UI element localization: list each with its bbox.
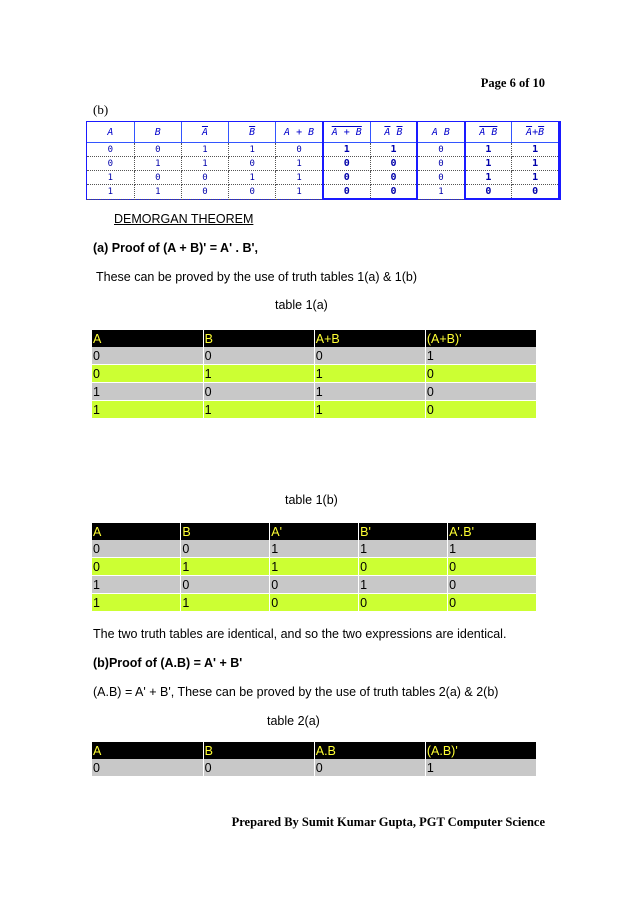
table-cell: 0 (417, 143, 464, 157)
table-cell: 1 (276, 171, 323, 185)
page-number: Page 6 of 10 (480, 76, 545, 90)
caption-table-2a: table 2(a) (267, 714, 320, 728)
table-cell: 1 (512, 143, 559, 157)
column-header: A + B (323, 122, 370, 143)
table-cell: 0 (181, 576, 270, 594)
table-row (87, 185, 559, 200)
column-header: A B (465, 122, 512, 143)
table-cell: 0 (417, 171, 464, 185)
table-cell: 1 (87, 185, 134, 200)
table-cell: 0 (134, 171, 181, 185)
proof-b-heading: (b)Proof of (A.B) = A' + B' (93, 656, 243, 670)
column-header: $\overline{A}+\overline{B}$ (512, 122, 559, 143)
table-cell: 1 (181, 558, 270, 576)
column-header: (A.B)' (425, 742, 536, 759)
table-cell: 0 (314, 347, 425, 365)
section-title: DEMORGAN THEOREM (114, 212, 254, 226)
table-cell: 0 (87, 157, 134, 171)
table-cell: 1 (465, 143, 512, 157)
table-cell: 0 (181, 171, 228, 185)
table-cell: 0 (314, 759, 425, 777)
table-cell: 1 (229, 143, 276, 157)
column-header: A (92, 523, 181, 540)
table-row (92, 401, 537, 419)
table-row (87, 157, 559, 171)
table-cell: 0 (229, 185, 276, 200)
column-header: A' (270, 523, 359, 540)
table-row (92, 347, 537, 365)
table-cell: 1 (134, 157, 181, 171)
column-header: B' (359, 523, 448, 540)
table-cell: 0 (203, 383, 314, 401)
proof-b-text: (A.B) = A' + B', These can be proved by the use of truth tables 2(a) & 2(b) (93, 685, 499, 699)
table-cell: 0 (92, 540, 181, 558)
caption-table-1b: table 1(b) (285, 493, 338, 507)
table-cell: 0 (465, 185, 512, 200)
truth-table-1a (92, 330, 537, 419)
table-row (92, 576, 537, 594)
table-cell: 0 (448, 594, 537, 612)
section-label: (b) (93, 102, 109, 117)
column-header: $\overline{A}$ $\overline{B}$ (370, 122, 417, 143)
table-cell: 0 (203, 347, 314, 365)
table-row (87, 171, 559, 185)
table-cell: 1 (359, 540, 448, 558)
caption-table-1a: table 1(a) (275, 298, 328, 312)
table-row (92, 594, 537, 612)
conclusion-text: The two truth tables are identical, and so the two expressions are identical. (93, 627, 507, 641)
table-cell: 1 (203, 365, 314, 383)
table-cell: 1 (92, 401, 203, 419)
truth-table-2a (92, 742, 537, 777)
table-cell: 1 (448, 540, 537, 558)
table-cell: 1 (92, 383, 203, 401)
table-cell: 1 (314, 365, 425, 383)
table-cell: 1 (512, 157, 559, 171)
table-cell: 0 (512, 185, 559, 200)
table-cell: 0 (370, 171, 417, 185)
table-cell: 0 (359, 558, 448, 576)
table-cell: 0 (448, 558, 537, 576)
table-cell: 1 (512, 171, 559, 185)
table-cell: 1 (359, 576, 448, 594)
column-header: A + B (276, 122, 323, 143)
table-cell: 1 (181, 157, 228, 171)
table-cell: 0 (92, 759, 203, 777)
table-cell: 1 (276, 157, 323, 171)
table-cell: 0 (417, 157, 464, 171)
column-header: B (134, 122, 181, 143)
table-cell: 1 (92, 576, 181, 594)
table-row (92, 558, 537, 576)
column-header: A (92, 742, 203, 759)
table-cell: 1 (465, 171, 512, 185)
column-header: A (87, 122, 134, 143)
table-cell: 0 (229, 157, 276, 171)
column-header: $\overline{B}$ (229, 122, 276, 143)
table-cell: 1 (92, 594, 181, 612)
column-header: (A+B)' (425, 330, 536, 347)
table-cell: 0 (92, 558, 181, 576)
table-cell: 0 (323, 185, 370, 200)
table-cell: 0 (425, 383, 536, 401)
column-header: B (203, 330, 314, 347)
table-cell: 0 (370, 185, 417, 200)
table-cell: 1 (465, 157, 512, 171)
table-cell: 0 (425, 401, 536, 419)
table-cell: 0 (448, 576, 537, 594)
table-cell: 1 (270, 558, 359, 576)
column-header: A B (417, 122, 464, 143)
table-cell: 0 (203, 759, 314, 777)
column-header: B (181, 523, 270, 540)
blue-truth-table (86, 121, 561, 200)
column-header: $\overline{A}$ (181, 122, 228, 143)
table-cell: 0 (359, 594, 448, 612)
table-cell: 0 (370, 157, 417, 171)
proof-a-text: These can be proved by the use of truth tables 1(a) & 1(b) (96, 270, 418, 284)
table-cell: 0 (270, 576, 359, 594)
table-cell: 0 (181, 540, 270, 558)
table-cell: 1 (370, 143, 417, 157)
table-cell: 1 (314, 383, 425, 401)
table-cell: 1 (425, 759, 536, 777)
footer-credit: Prepared By Sumit Kumar Gupta, PGT Computer Science (231, 815, 545, 829)
table-cell: 0 (270, 594, 359, 612)
column-header: B (203, 742, 314, 759)
table-cell: 1 (229, 171, 276, 185)
table-cell: 0 (134, 143, 181, 157)
table-cell: 1 (203, 401, 314, 419)
table-cell: 0 (92, 347, 203, 365)
column-header: A.B (314, 742, 425, 759)
table-row (92, 365, 537, 383)
table-cell: 0 (92, 365, 203, 383)
table-cell: 1 (276, 185, 323, 200)
table-cell: 0 (323, 171, 370, 185)
table-cell: 0 (323, 157, 370, 171)
table-row (92, 540, 537, 558)
table-cell: 0 (87, 143, 134, 157)
table-row (92, 383, 537, 401)
table-cell: 1 (270, 540, 359, 558)
table-row (92, 759, 537, 777)
column-header: A+B (314, 330, 425, 347)
table-cell: 1 (425, 347, 536, 365)
table-cell: 1 (87, 171, 134, 185)
proof-a-heading: (a) Proof of (A + B)' = A' . B', (93, 241, 258, 255)
table-row (87, 143, 559, 157)
column-header: A (92, 330, 203, 347)
table-cell: 1 (181, 594, 270, 612)
table-cell: 1 (314, 401, 425, 419)
column-header: A'.B' (448, 523, 537, 540)
table-cell: 1 (181, 143, 228, 157)
table-cell: 1 (134, 185, 181, 200)
table-cell: 0 (276, 143, 323, 157)
truth-table-1b (92, 523, 537, 612)
table-cell: 1 (323, 143, 370, 157)
table-cell: 1 (417, 185, 464, 200)
table-cell: 0 (181, 185, 228, 200)
table-cell: 0 (425, 365, 536, 383)
